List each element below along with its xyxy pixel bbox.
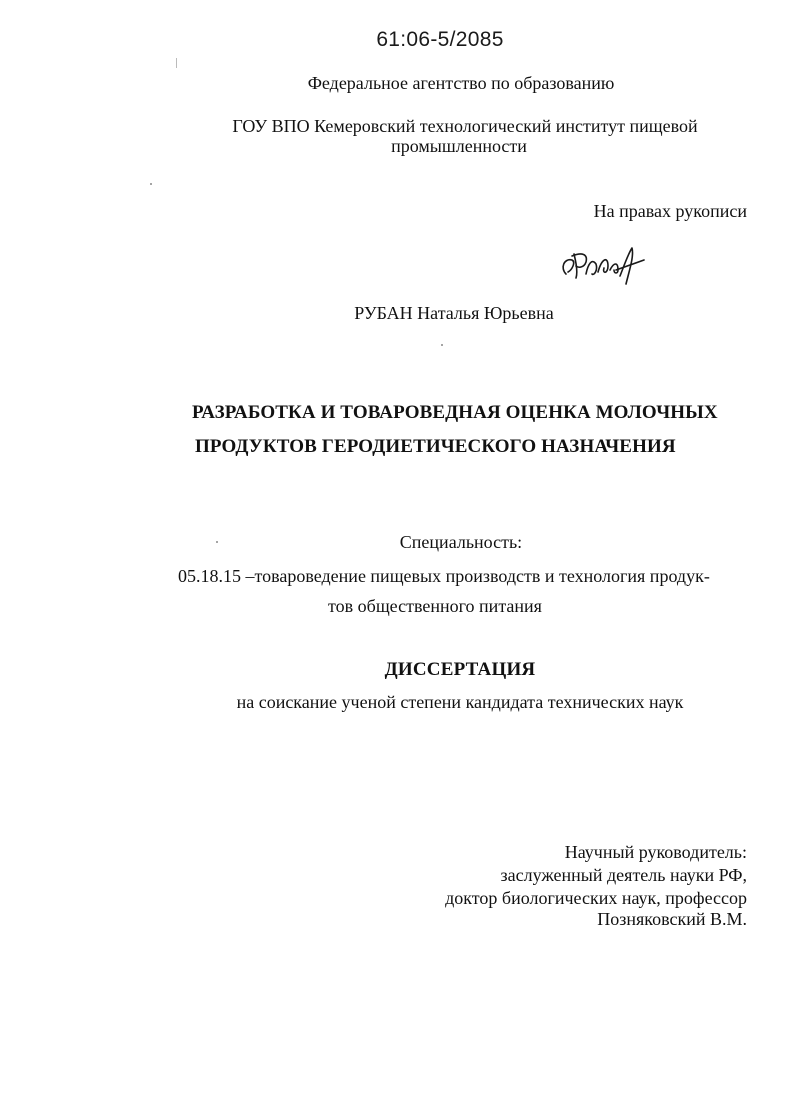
supervisor-name: Позняковский В.М.	[597, 909, 747, 929]
specialty-line-1: 05.18.15 –товароведение пищевых производств и технология продук-	[178, 566, 710, 586]
institution-line-2: промышленности	[391, 136, 527, 156]
agency-name: Федеральное агентство по образованию	[307, 73, 615, 93]
scan-speck	[441, 344, 443, 346]
manuscript-note: На правах рукописи	[593, 201, 747, 221]
scan-speck	[216, 541, 218, 543]
supervisor-title-1: заслуженный деятель науки РФ,	[500, 865, 747, 885]
dissertation-title-line-1: РАЗРАБОТКА И ТОВАРОВЕДНАЯ ОЦЕНКА МОЛОЧНЫХ	[192, 402, 718, 423]
specialty-line-2: тов общественного питания	[328, 596, 542, 616]
institution-line-1: ГОУ ВПО Кемеровский технологический институт пищевой	[232, 116, 698, 136]
degree-line: на соискание ученой степени кандидата технических наук	[236, 692, 684, 712]
specialty-label: Специальность:	[399, 532, 523, 552]
dissertation-heading: ДИССЕРТАЦИЯ	[384, 659, 536, 680]
author-name: РУБАН Наталья Юрьевна	[354, 303, 554, 323]
scan-speck	[150, 183, 152, 185]
supervisor-label: Научный руководитель:	[564, 842, 747, 862]
catalog-code: 61:06-5/2085	[376, 28, 504, 51]
signature-icon	[558, 244, 650, 288]
dissertation-title-line-2: ПРОДУКТОВ ГЕРОДИЕТИЧЕСКОГО НАЗНАЧЕНИЯ	[195, 436, 676, 457]
scan-speck	[176, 58, 177, 68]
supervisor-title-2: доктор биологических наук, профессор	[445, 888, 747, 908]
